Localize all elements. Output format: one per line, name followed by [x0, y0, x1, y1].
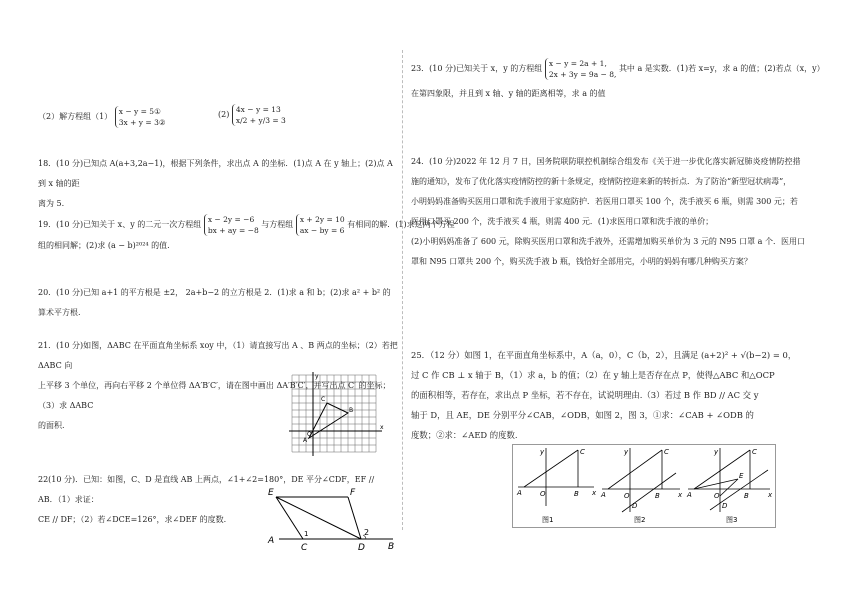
svg-text:O: O: [624, 492, 630, 500]
q21-o-label: O: [307, 431, 312, 438]
svg-text:A: A: [687, 491, 692, 499]
svg-text:C: C: [580, 448, 585, 456]
svg-text:O: O: [714, 492, 720, 500]
q25-figure-3: [686, 446, 774, 526]
equation-system-q19-a: x − 2y = −6 bx + ay = −8: [204, 214, 259, 236]
q21-a-label: A: [303, 437, 308, 444]
q22-angle2-label: 2: [364, 528, 370, 537]
equation-system-q19-b: x + 2y = 10 ax − by = 6: [296, 214, 345, 236]
svg-text:C: C: [664, 448, 669, 456]
question-24: 24．(10 分)2022 年 12 月 7 日，国务院联防联控机制综合组发布《关于进一步优化落实新冠肺炎疫情防控措 施的通知》，发布了优化落实疫情防控的新十条规定，疫情防控迎来新的转折点．为了防治“新型冠状病毒”， 小明妈妈准备购买医用口罩和洗手液用于家庭防护．若医用口罩买 100 个，洗手液买 6 瓶，则需 300 元；若 医用口罩买 200 个，洗手液买 4 瓶，则需 400 元．(1)求医用口罩和洗手液的单价； (2)小明妈妈准备了 600 元，除购买医用口罩和洗手液外，还需增加购买单价为 3 元的 N95 口罩 a 个．医用口 罩和 N95 口罩共 200 个，购买洗手液 b 瓶，钱恰好全部用完，小明的妈妈有哪几种购买方案？: [411, 157, 805, 266]
question-17-part2: （2）解方程组（1） x − y = 5① 3x + y = 3②: [38, 107, 166, 127]
svg-text:y: y: [624, 448, 629, 456]
svg-text:B: B: [574, 490, 579, 498]
q22-c-label: C: [301, 543, 308, 552]
question-19: 19．(10 分)已知关于 x、y 的二元一次方程组 x − 2y = −6 bx + ay = −8 与方程组 x + 2y = 10 ax − by = 6 有相同的解．(1)求这两个方程 组的相同解；(2)求 (a − b)²⁰²⁴ 的值.: [38, 215, 455, 250]
question-18: 18．(10 分)已知点 A(a+3,2a−1)，根据下列条件，求出点 A 的坐标．(1)点 A 在 y 轴上；(2)点 A 到 x 轴的距 离为 5.: [38, 159, 393, 208]
svg-text:A: A: [517, 489, 522, 497]
svg-text:x: x: [678, 491, 683, 499]
svg-text:B: B: [744, 492, 749, 500]
equation-system-2: 4x − y = 13 x/2 + y/3 = 3: [232, 104, 286, 126]
q22-a-label: A: [268, 536, 275, 546]
svg-text:C: C: [752, 448, 757, 456]
question-22: 22(10 分)．已知：如图，C、D 是直线 AB 上两点，∠1+∠2=180°，DE 平分∠CDF，EF // AB．（1）求证： CE // DF；（2）若∠DCE=126°，求∠DEF 的度数.: [38, 475, 375, 524]
svg-text:D: D: [722, 502, 728, 510]
equation-system-1: x − y = 5① 3x + y = 3②: [115, 106, 166, 128]
q21-b-label: B: [349, 407, 354, 414]
equation-system-q23: x − y = 2a + 1, 2x + 3y = 9a − 8,: [545, 58, 617, 80]
svg-text:O: O: [540, 490, 546, 498]
svg-text:x: x: [592, 489, 597, 497]
svg-text:y: y: [540, 448, 545, 456]
q22-geometry-figure: [265, 484, 400, 552]
question-25: 25．（12 分）如图 1，在平面直角坐标系中，A（a，0），C（b，2），且满足 (a+2)² + √(b−2) = 0， 过 C 作 CB ⊥ x 轴于 B，（1）求 a，b 的值；（2）在 y 轴上是否存在点 P，使得△ABC 和△OCP 的面积相等，若存在，求出点 P 坐标，若不存在，试说明理由.（3）若过 B 作 BD // AC 交 y 轴于 D，且 AE，DE 分别平分∠CAB，∠ODB，如图 2，图 3，①求：∠CAB + ∠ODB 的 度数；②求：∠AED 的度数.: [411, 350, 797, 440]
q25-figure-2: [600, 446, 684, 526]
q22-f-label: F: [350, 488, 356, 498]
q22-d-label: D: [358, 543, 365, 552]
svg-text:y: y: [714, 448, 719, 456]
q22-angle1-label: 1: [304, 530, 309, 538]
q21-c-label: C: [321, 396, 326, 403]
q21-y-label: y: [315, 373, 319, 380]
q21-grid-figure: [286, 370, 386, 460]
question-21: 21．(10 分)如图，ΔABC 在平面直角坐标系 xoy 中，（1）请直接写出 A 、B 两点的坐标；（2）若把 ΔABC 向 上平移 3 个单位，再向右平移 2 个单位得 ΔA′B′C′，请在图中画出 ΔA′B′C′，并写出点 C′ 的坐标；（3）求 ΔABC 的面积.: [38, 341, 398, 430]
question-17-system-2: (2) 4x − y = 13 x/2 + y/3 = 3: [218, 105, 286, 125]
question-23: 23．(10 分)已知关于 x，y 的方程组 x − y = 2a + 1, 2x + 3y = 9a − 8, 其中 a 是实数．(1)若 x=y，求 a 的值；(2)若点（x，y） 在第四象限，并且到 x 轴、y 轴的距离相等，求 a 的值: [411, 59, 825, 98]
figure-1-caption: 图1: [542, 516, 554, 524]
svg-text:x: x: [768, 491, 773, 499]
svg-text:D: D: [632, 502, 638, 510]
svg-text:B: B: [655, 492, 660, 500]
column-divider: [402, 50, 403, 530]
question-20: 20．(10 分)已知 a+1 的平方根是 ±2， 2a+b−2 的立方根是 2．(1)求 a 和 b；(2)求 a² + b² 的算术平方根.: [38, 288, 391, 317]
q22-b-label: B: [388, 542, 395, 552]
figure-2-caption: 图2: [634, 516, 646, 524]
svg-text:A: A: [601, 491, 606, 499]
svg-text:E: E: [739, 472, 744, 480]
q25-figure-1: [514, 446, 598, 526]
figure-3-caption: 图3: [726, 516, 738, 524]
q21-x-label: x: [380, 424, 384, 431]
q22-e-label: E: [268, 488, 274, 498]
